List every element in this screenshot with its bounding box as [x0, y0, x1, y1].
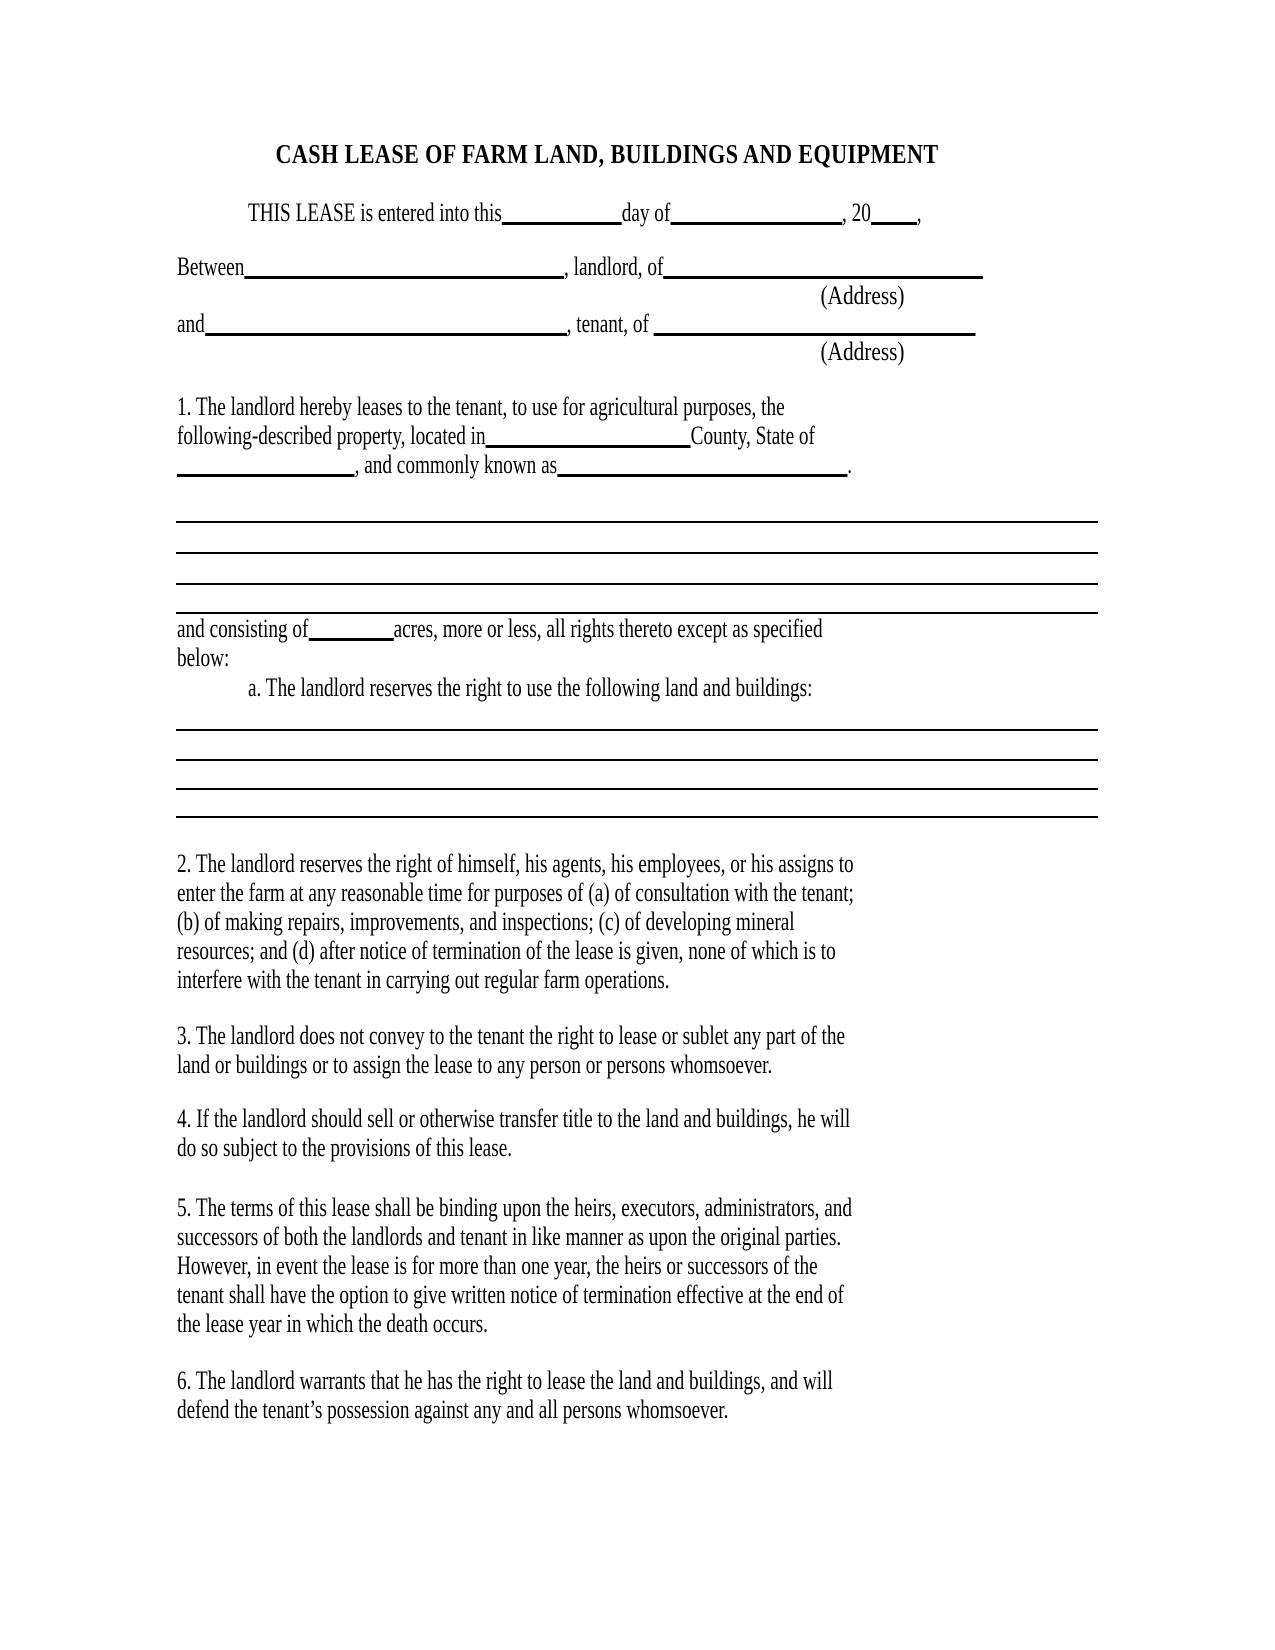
- writing-line[interactable]: [176, 583, 1098, 585]
- clause-1: [177, 392, 1089, 479]
- party-landlord-line: [177, 252, 983, 281]
- paragraph-line: enter the farm at any reasonable time for purposes of (a) of consultation with the tenant;: [177, 878, 854, 907]
- fill-in-blank[interactable]: [205, 313, 567, 336]
- fill-in-blank[interactable]: [486, 425, 691, 448]
- paragraph-line: 3. The landlord does not convey to the tenant the right to lease or sublet any part of the: [177, 1021, 846, 1050]
- text-segment: , tenant, of: [566, 309, 654, 338]
- text-segment: ,: [916, 198, 922, 227]
- text-segment: .: [847, 450, 853, 479]
- clause-6: [177, 1366, 1063, 1424]
- text-segment: and consisting of: [177, 614, 309, 643]
- fill-in-blank[interactable]: [663, 256, 983, 279]
- paragraph-line: [177, 614, 823, 643]
- paragraph-line: 1. The landlord hereby leases to the tenant, to use for agricultural purposes, the: [177, 392, 785, 421]
- fill-in-blank[interactable]: [871, 202, 917, 225]
- fill-in-blank[interactable]: [557, 454, 847, 477]
- paragraph-line: 4. If the landlord should sell or otherwise transfer title to the land and buildings, he will: [177, 1104, 851, 1133]
- paragraph-line: (b) of making repairs, improvements, and inspections; (c) of developing mineral: [177, 907, 795, 936]
- clause-2: [177, 849, 1092, 994]
- fill-in-blank[interactable]: [670, 202, 842, 225]
- writing-line[interactable]: [176, 521, 1098, 523]
- document-title: CASH LEASE OF FARM LAND, BUILDINGS AND EQUIPMENT: [275, 139, 939, 169]
- text-segment: following-described property, located in: [177, 421, 486, 450]
- fill-in-blank[interactable]: [177, 454, 355, 477]
- fill-in-blank[interactable]: [308, 618, 393, 641]
- text-segment: and: [177, 309, 205, 338]
- text-segment: , and commonly known as: [354, 450, 558, 479]
- paragraph-line: defend the tenant’s possession against any and all persons whomsoever.: [177, 1395, 729, 1424]
- paragraph-line: interfere with the tenant in carrying out regular farm operations.: [177, 965, 670, 994]
- writing-line[interactable]: [176, 816, 1098, 818]
- paragraph-line: do so subject to the provisions of this lease.: [177, 1133, 513, 1162]
- fill-in-blank[interactable]: [244, 256, 564, 279]
- paragraph-line: successors of both the landlords and tenant in like manner as upon the original parties.: [177, 1222, 842, 1251]
- paragraph-line: [177, 450, 852, 479]
- writing-line[interactable]: [176, 552, 1098, 554]
- paragraph-line: tenant shall have the option to give written notice of termination effective at the end of: [177, 1280, 844, 1309]
- paragraph-line: 2. The landlord reserves the right of himself, his agents, his employees, or his assigns to: [177, 849, 854, 878]
- party-tenant-line: [177, 309, 976, 338]
- paragraph-line: resources; and (d) after notice of termination of the lease is given, none of which is to: [177, 936, 836, 965]
- paragraph-line: the lease year in which the death occurs.: [177, 1309, 488, 1338]
- clause-5: [177, 1193, 1089, 1338]
- fill-in-blank[interactable]: [502, 202, 622, 225]
- paragraph-line: 5. The terms of this lease shall be binding upon the heirs, executors, administrators, and: [177, 1193, 853, 1222]
- tenant-address-label: (Address): [820, 337, 905, 366]
- text-segment: acres, more or less, all rights thereto except as specified: [393, 614, 823, 643]
- paragraph-line: However, in event the lease is for more than one year, the heirs or successors of the: [177, 1251, 818, 1280]
- clause-3: [177, 1021, 1080, 1079]
- writing-line[interactable]: [176, 788, 1098, 790]
- intro-line: [248, 198, 922, 227]
- text-segment: , landlord, of: [563, 252, 664, 281]
- text-segment: Between: [177, 252, 245, 281]
- clause-4: [177, 1104, 1087, 1162]
- paragraph-line: [177, 421, 852, 450]
- fill-in-blank[interactable]: [654, 313, 976, 336]
- text-segment: day of: [621, 198, 671, 227]
- writing-line[interactable]: [176, 729, 1098, 731]
- paragraph-line: 6. The landlord warrants that he has the right to lease the land and buildings, and will: [177, 1366, 833, 1395]
- paragraph-line: land or buildings or to assign the lease to any person or persons whomsoever.: [177, 1050, 773, 1079]
- landlord-address-label: (Address): [820, 281, 905, 310]
- paragraph-line: below:: [177, 643, 230, 672]
- clause-1a-line: a. The landlord reserves the right to use the following land and buildings:: [248, 673, 813, 702]
- acreage-paragraph: [177, 614, 1049, 672]
- text-segment: , 20: [842, 198, 871, 227]
- text-segment: County, State of: [690, 421, 815, 450]
- text-segment: THIS LEASE is entered into this: [248, 198, 502, 227]
- writing-line[interactable]: [176, 759, 1098, 761]
